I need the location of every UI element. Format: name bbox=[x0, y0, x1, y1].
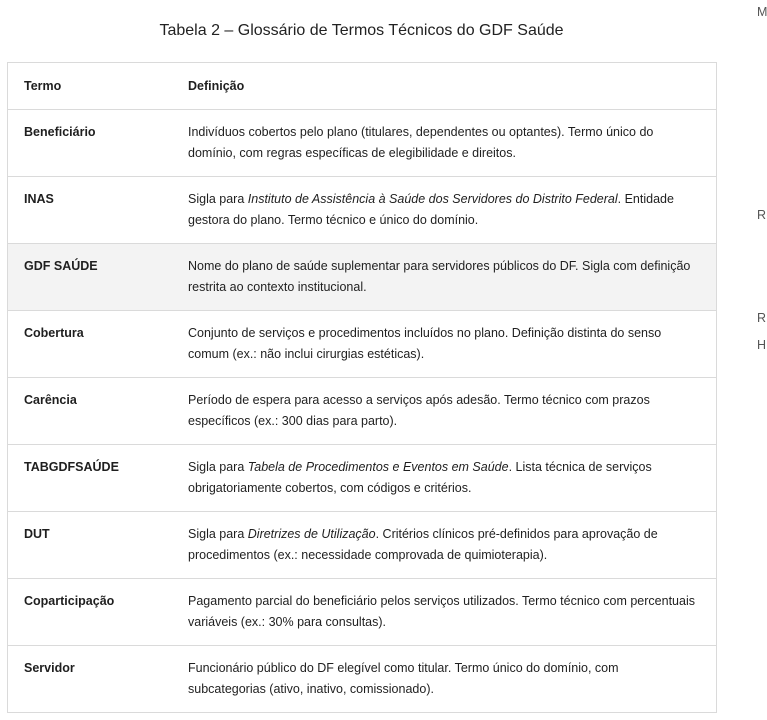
definition-text: . Critérios clínicos pré-definidos para aprovação de procedimentos (ex.: necessidade comprovada de quimioterapia). bbox=[188, 527, 658, 562]
term-cell: TABGDFSAÚDE bbox=[8, 445, 188, 512]
definition-text: Pagamento parcial do beneficiário pelos serviços utilizados. Termo técnico com percentuais variáveis (ex.: 30% para consultas). bbox=[188, 594, 695, 629]
definition-cell bbox=[188, 378, 716, 445]
definition-cell bbox=[188, 110, 716, 177]
table-row bbox=[8, 244, 716, 311]
table-row bbox=[8, 512, 716, 579]
definition-cell bbox=[188, 579, 716, 646]
definition-cell bbox=[188, 311, 716, 378]
definition-text: . Lista técnica de serviços obrigatoriamente cobertos, com códigos e critérios. bbox=[188, 460, 652, 495]
definition-italic-text: Instituto de Assistência à Saúde dos Servidores do Distrito Federal bbox=[247, 192, 618, 206]
table-row bbox=[8, 579, 716, 646]
glossary-table bbox=[7, 62, 717, 713]
definition-text: Conjunto de serviços e procedimentos incluídos no plano. Definição distinta do senso comum (ex.: não inclui cirurgias estéticas). bbox=[188, 326, 662, 361]
cut-off-text: M bbox=[757, 5, 767, 19]
table-row bbox=[8, 177, 716, 244]
table-caption: Tabela 2 – Glossário de Termos Técnicos do GDF Saúde bbox=[159, 22, 564, 39]
cut-off-text: H bbox=[757, 338, 767, 352]
definition-text: Sigla para bbox=[188, 460, 248, 474]
term-cell: GDF SAÚDE bbox=[8, 244, 188, 311]
term-cell: Cobertura bbox=[8, 311, 188, 378]
definition-text: Indivíduos cobertos pelo plano (titulares, dependentes ou optantes). Termo único do domínio, com regras específicas de elegibilidade e direitos. bbox=[188, 125, 654, 160]
definition-cell bbox=[188, 177, 716, 244]
definition-text: . Entidade gestora do plano. Termo técnico e único do domínio. bbox=[188, 192, 674, 227]
cut-off-text: R bbox=[757, 311, 767, 325]
definition-italic-text: Diretrizes de Utilização bbox=[247, 527, 376, 541]
term-cell: INAS bbox=[8, 177, 188, 244]
term-cell: Carência bbox=[8, 378, 188, 445]
definition-cell bbox=[188, 445, 716, 512]
table-row bbox=[8, 311, 716, 378]
definition-italic-text: Tabela de Procedimentos e Eventos em Saúde bbox=[247, 460, 509, 474]
definition-text: Sigla para bbox=[188, 527, 248, 541]
term-cell: Coparticipação bbox=[8, 579, 188, 646]
definition-cell bbox=[188, 646, 716, 713]
definition-text: Funcionário público do DF elegível como titular. Termo único do domínio, com subcategorias (ativo, inativo, comissionado). bbox=[188, 661, 619, 696]
table-row bbox=[8, 445, 716, 512]
table-row bbox=[8, 646, 716, 713]
definition-text: Sigla para bbox=[188, 192, 248, 206]
header-term: Termo bbox=[8, 63, 188, 110]
definition-cell bbox=[188, 512, 716, 579]
table-row bbox=[8, 110, 716, 177]
term-cell: Servidor bbox=[8, 646, 188, 713]
definition-text: Nome do plano de saúde suplementar para servidores públicos do DF. Sigla com definição restrita ao contexto institucional. bbox=[188, 259, 691, 294]
term-cell: DUT bbox=[8, 512, 188, 579]
definition-text: Período de espera para acesso a serviços após adesão. Termo técnico com prazos específicos (ex.: 300 dias para parto). bbox=[188, 393, 650, 428]
term-cell: Beneficiário bbox=[8, 110, 188, 177]
header-definition: Definição bbox=[188, 63, 716, 110]
definition-cell bbox=[188, 244, 716, 311]
cut-off-text: R bbox=[757, 208, 767, 222]
table-header-row bbox=[8, 63, 716, 110]
table-row bbox=[8, 378, 716, 445]
